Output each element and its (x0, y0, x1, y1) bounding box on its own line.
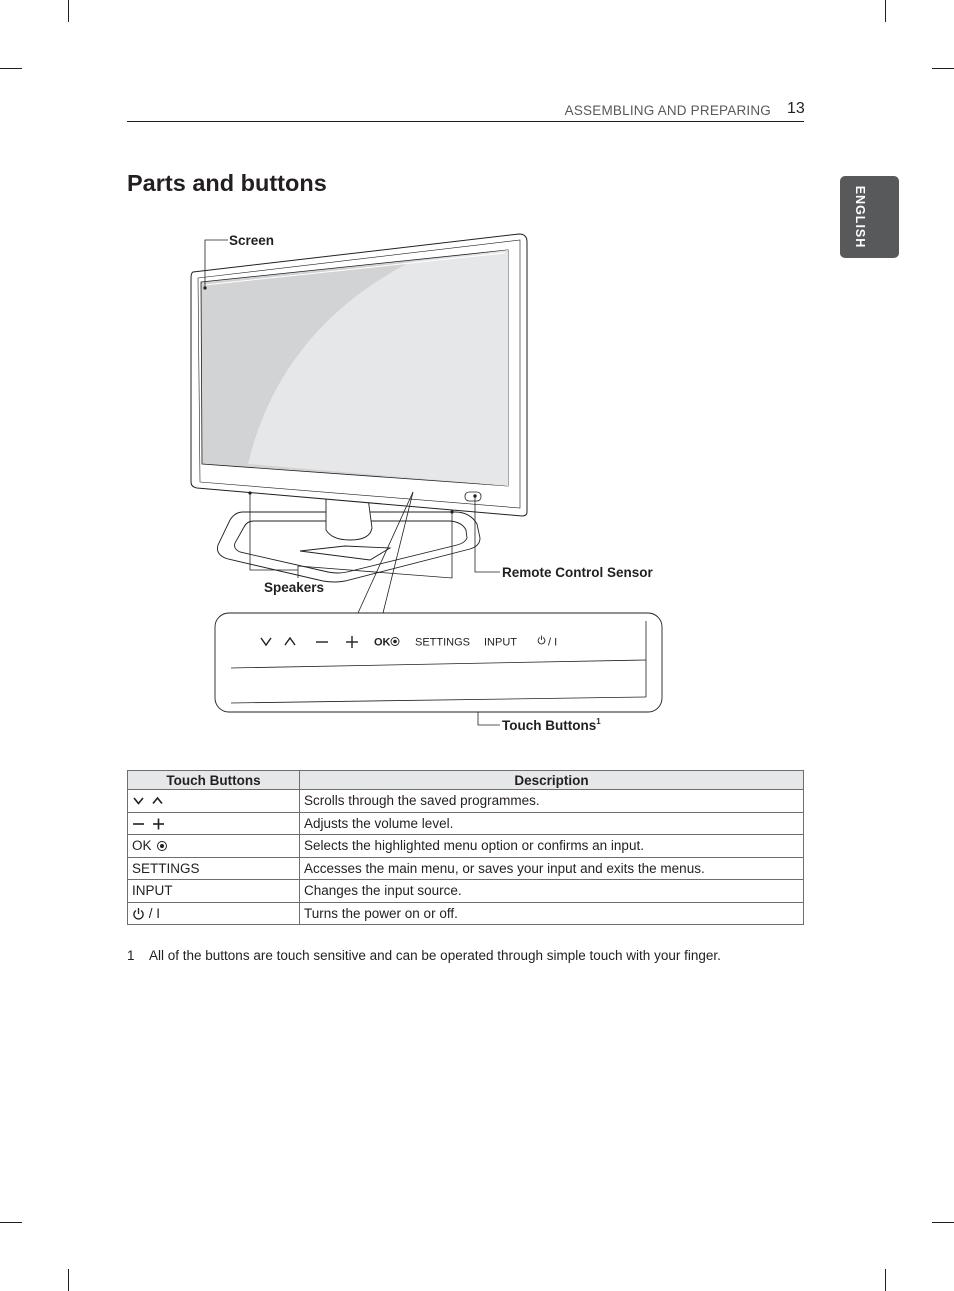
crop-mark (932, 1222, 954, 1223)
table-cell-button (128, 790, 300, 813)
speakers-label: Speakers (264, 580, 325, 595)
table-row (128, 880, 804, 903)
page-number: 13 (787, 100, 805, 117)
table-row (128, 835, 804, 858)
touch-buttons-table (127, 770, 804, 925)
table-cell-description: Turns the power on or off. (300, 902, 804, 925)
table-cell-button: INPUT (128, 880, 300, 903)
footnote (127, 948, 721, 963)
footnote-number: 1 (127, 948, 135, 963)
panel-settings-text: SETTINGS (415, 636, 471, 649)
language-tab-label: ENGLISH (852, 185, 867, 249)
minus-plus-icon (132, 817, 168, 831)
power-separator-text: / I (148, 905, 161, 921)
page-title: Parts and buttons (127, 170, 327, 196)
crop-mark (885, 1269, 886, 1291)
crop-mark (68, 1269, 69, 1291)
table-header-touch-buttons: Touch Buttons (128, 771, 300, 790)
stand-neck (326, 498, 372, 540)
crop-mark (0, 1222, 22, 1223)
table-cell-description: Selects the highlighted menu option or confirms an input. (300, 835, 804, 858)
header-section-title: ASSEMBLING AND PREPARING (564, 103, 771, 118)
screen-label: Screen (229, 233, 275, 248)
table-cell-button (128, 835, 300, 858)
table-header-description: Description (300, 771, 804, 790)
table-cell-button (128, 812, 300, 835)
table-row (128, 812, 804, 835)
ok-circle-icon (155, 839, 169, 853)
ok-text: OK (132, 838, 152, 854)
footnote-text: All of the buttons are touch sensitive and can be operated through simple touch with your finger. (149, 948, 721, 963)
table-cell-description: Adjusts the volume level. (300, 812, 804, 835)
table-row (128, 790, 804, 813)
table-cell-description: Changes the input source. (300, 880, 804, 903)
panel-ok-text: OK (374, 636, 391, 649)
power-icon (132, 907, 145, 921)
table-header-row (128, 771, 804, 790)
touch-buttons-footnote-ref: 1 (596, 717, 601, 726)
table-row (128, 902, 804, 925)
touch-buttons-label-text: Touch Buttons (502, 718, 597, 733)
table-cell-description: Scrolls through the saved programmes. (300, 790, 804, 813)
touch-buttons-label (502, 717, 601, 733)
table-cell-button (128, 902, 300, 925)
screen-panel (201, 250, 508, 486)
table-cell-button: SETTINGS (128, 857, 300, 880)
table-cell-description: Accesses the main menu, or saves your input and exits the menus. (300, 857, 804, 880)
remote-sensor-window (465, 492, 481, 501)
panel-power-separator: / I (548, 636, 558, 649)
remote-sensor-label: Remote Control Sensor (502, 565, 653, 580)
table-row (128, 857, 804, 880)
panel-input-text: INPUT (484, 636, 517, 649)
touch-button-panel (215, 613, 662, 712)
chevron-down-up-icon (132, 794, 168, 808)
